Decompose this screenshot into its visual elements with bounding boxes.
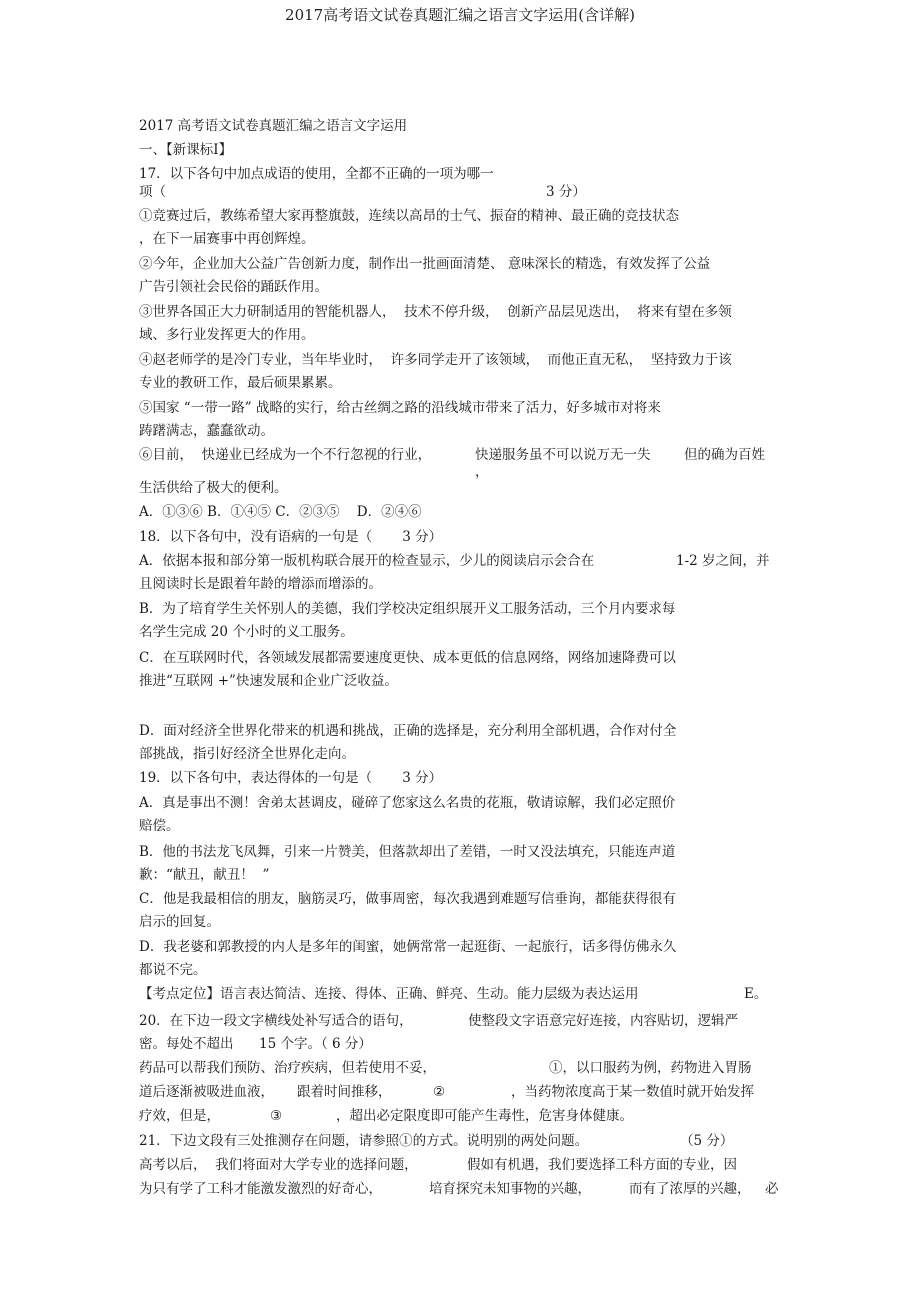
q17-points: 3 分） — [546, 184, 586, 200]
q20-blank-2: ② — [433, 1084, 446, 1100]
q17-s6-b: 生活供给了极大的便利。 — [139, 480, 288, 496]
q18-d-a: D．面对经济全世界化带来的机遇和挑战，正确的选择是，充分利用全部机遇，合作对付全 — [139, 723, 677, 739]
q18-a-2: 1-2 岁之间，并 — [676, 553, 770, 569]
q18-b-a: B．为了培育学生关怀别人的美德，我们学校决定组织展开义工服务活动，三个月内要求每 — [139, 601, 676, 617]
q20-e-3: ，超出必定限度即可能产生毒性，危害身体健康。 — [336, 1108, 633, 1124]
q18-c-b: 推进“互联网 +”快速发展和企业广泛收益。 — [139, 673, 398, 689]
q20-d-2: 跟着时间推移， — [297, 1084, 392, 1100]
doc-title: 2017 高考语文试卷真题汇编之语言文字运用 — [139, 118, 408, 134]
q17-stem-2a: 项（ — [139, 184, 166, 200]
q21-c-2: 培育探究未知事物的兴趣， — [429, 1181, 591, 1197]
q21-b-2: 假如有机遇，我们要选择工科方面的专业，因 — [467, 1157, 737, 1173]
q20-c-2: ①，以口服药为例，药物进入胃肠 — [549, 1060, 752, 1076]
q19-d-a: D．我老婆和郭教授的内人是多年的闺蜜，她俩常常一起逛街、一起旅行，话多得仿佛永久 — [139, 939, 677, 955]
q21-c-4: 必 — [765, 1181, 779, 1197]
q19-key-point: 【考点定位】语言表达简洁、连接、得体、正确、鲜亮、生动。能力层级为表达运用 — [139, 986, 639, 1002]
q17-s3-b: 域、多行业发挥更大的作用。 — [139, 327, 315, 343]
q19-a-b: 赔偿。 — [139, 818, 180, 834]
q19-b-b: 歉：“献丑，献丑！ ” — [139, 867, 270, 883]
q17-s6-a3: 但的确为百姓 — [684, 447, 765, 463]
q18-c-a: C．在互联网时代，各领域发展都需要速度更快、成本更低的信息网络，网络加速降费可以 — [139, 650, 676, 666]
q21-points: （5 分） — [680, 1133, 734, 1149]
q17-s2-a: ②今年，企业加大公益广告创新力度，制作出一批画面清楚、 意味深长的精选，有效发挥了公益 — [139, 256, 711, 272]
q17-s1-a: ①竞赛过后，教练希望大家再整旗鼓，连续以高昂的士气、振奋的精神、最正确的竞技状态 — [139, 208, 679, 224]
q18-d-b: 部挑战，指引好经济全世界化走向。 — [139, 746, 355, 762]
q20-c-1: 药品可以帮我们预防、治疗疾病，但若使用不妥， — [139, 1060, 436, 1076]
q18-a-b: 且阅读时长是跟着年龄的增添而增添的。 — [139, 576, 382, 592]
q17-options: A．①③⑥ B．①④⑤ C．②③⑤ D．②④⑥ — [139, 504, 422, 520]
q17-s6-comma: ， — [475, 464, 489, 480]
q20-e-1: 疗效，但是， — [139, 1108, 220, 1124]
q17-s3-a: ③世界各国正大力研制适用的智能机器人， 技术不停升级， 创新产品层见迭出， 将来有望在多领 — [139, 304, 732, 320]
q17-s1-b: ，在下一届赛事中再创辉煌。 — [139, 231, 315, 247]
q19-b-a: B．他的书法龙飞凤舞，引来一片赞美，但落款却出了差错，一时又没法填充，只能连声道 — [139, 844, 676, 860]
q19-stem: 19．以下各句中，表达得体的一句是（ 3 分） — [139, 770, 443, 786]
q19-key-point-level: E。 — [744, 986, 768, 1002]
q17-stem-1: 17．以下各句中加点成语的使用，全都不正确的一项为哪一 — [139, 166, 494, 182]
q20-b-2: 15 个字。（ 6 分） — [259, 1036, 372, 1052]
q21-c-3: 而有了浓厚的兴趣， — [629, 1181, 751, 1197]
q20-a-2: 使整段文字语意完好连接，内容贴切，逻辑严 — [468, 1013, 738, 1029]
q19-a-a: A．真是事出不测！舍弟太甚调皮，碰碎了您家这么名贵的花瓶，敬请谅解，我们必定照价 — [139, 795, 676, 811]
q20-d-1: 道后逐渐被吸进血液， — [139, 1084, 274, 1100]
q17-s4-b: 专业的教研工作，最后硕果累累。 — [139, 375, 342, 391]
q18-b-b: 名学生完成 20 个小时的义工服务。 — [139, 624, 354, 640]
q19-c-b: 启示的回复。 — [139, 914, 220, 930]
q19-d-b: 都说不完。 — [139, 962, 207, 978]
q17-s5-a: ⑤国家 “一带一路” 战略的实行，给古丝绸之路的沿线城市带来了活力，好多城市对将来 — [139, 400, 661, 416]
q19-c-a: C．他是我最相信的朋友，脑筋灵巧，做事周密，每次我遇到难题写信垂询，都能获得很有 — [139, 891, 676, 907]
q17-s6-a1: ⑥目前， 快递业已经成为一个不行忽视的行业， — [139, 447, 432, 463]
q17-s4-a: ④赵老师学的是冷门专业，当年毕业时， 许多同学走开了该领域， 而他正直无私， 坚持致力于该 — [139, 352, 732, 368]
q20-b-1: 密。每处不超出 — [139, 1036, 234, 1052]
q21-b-1: 高考以后， 我们将面对大学专业的选择问题， — [139, 1157, 418, 1173]
q18-a-1: A．依据本报和部分第一版机构联合展开的检查显示，少儿的阅读启示会合在 — [139, 553, 595, 569]
q20-a-1: 20．在下边一段文字横线处补写适合的语句， — [139, 1013, 413, 1029]
q21-c-1: 为只有学了工科才能激发激烈的好奇心， — [139, 1181, 382, 1197]
q21-a-1: 21．下边文段有三处推测存在问题，请参照①的方式。说明别的两处问题。 — [139, 1133, 589, 1149]
q20-d-4: ，当药物浓度高于某一数值时就开始发挥 — [511, 1084, 754, 1100]
q18-stem: 18．以下各句中，没有语病的一句是（ 3 分） — [139, 529, 443, 545]
q20-blank-3: ③ — [270, 1108, 283, 1124]
q17-s6-a2: 快递服务虽不可以说万无一失 — [475, 447, 651, 463]
page-header-title: 2017高考语文试卷真题汇编之语言文字运用(含详解) — [285, 6, 635, 24]
section-heading: 一、【新课标Ⅰ】 — [139, 142, 233, 158]
q17-s2-b: 广告引领社会民俗的踊跃作用。 — [139, 279, 328, 295]
q17-s5-b: 踌躇满志，蠢蠢欲动。 — [139, 423, 274, 439]
